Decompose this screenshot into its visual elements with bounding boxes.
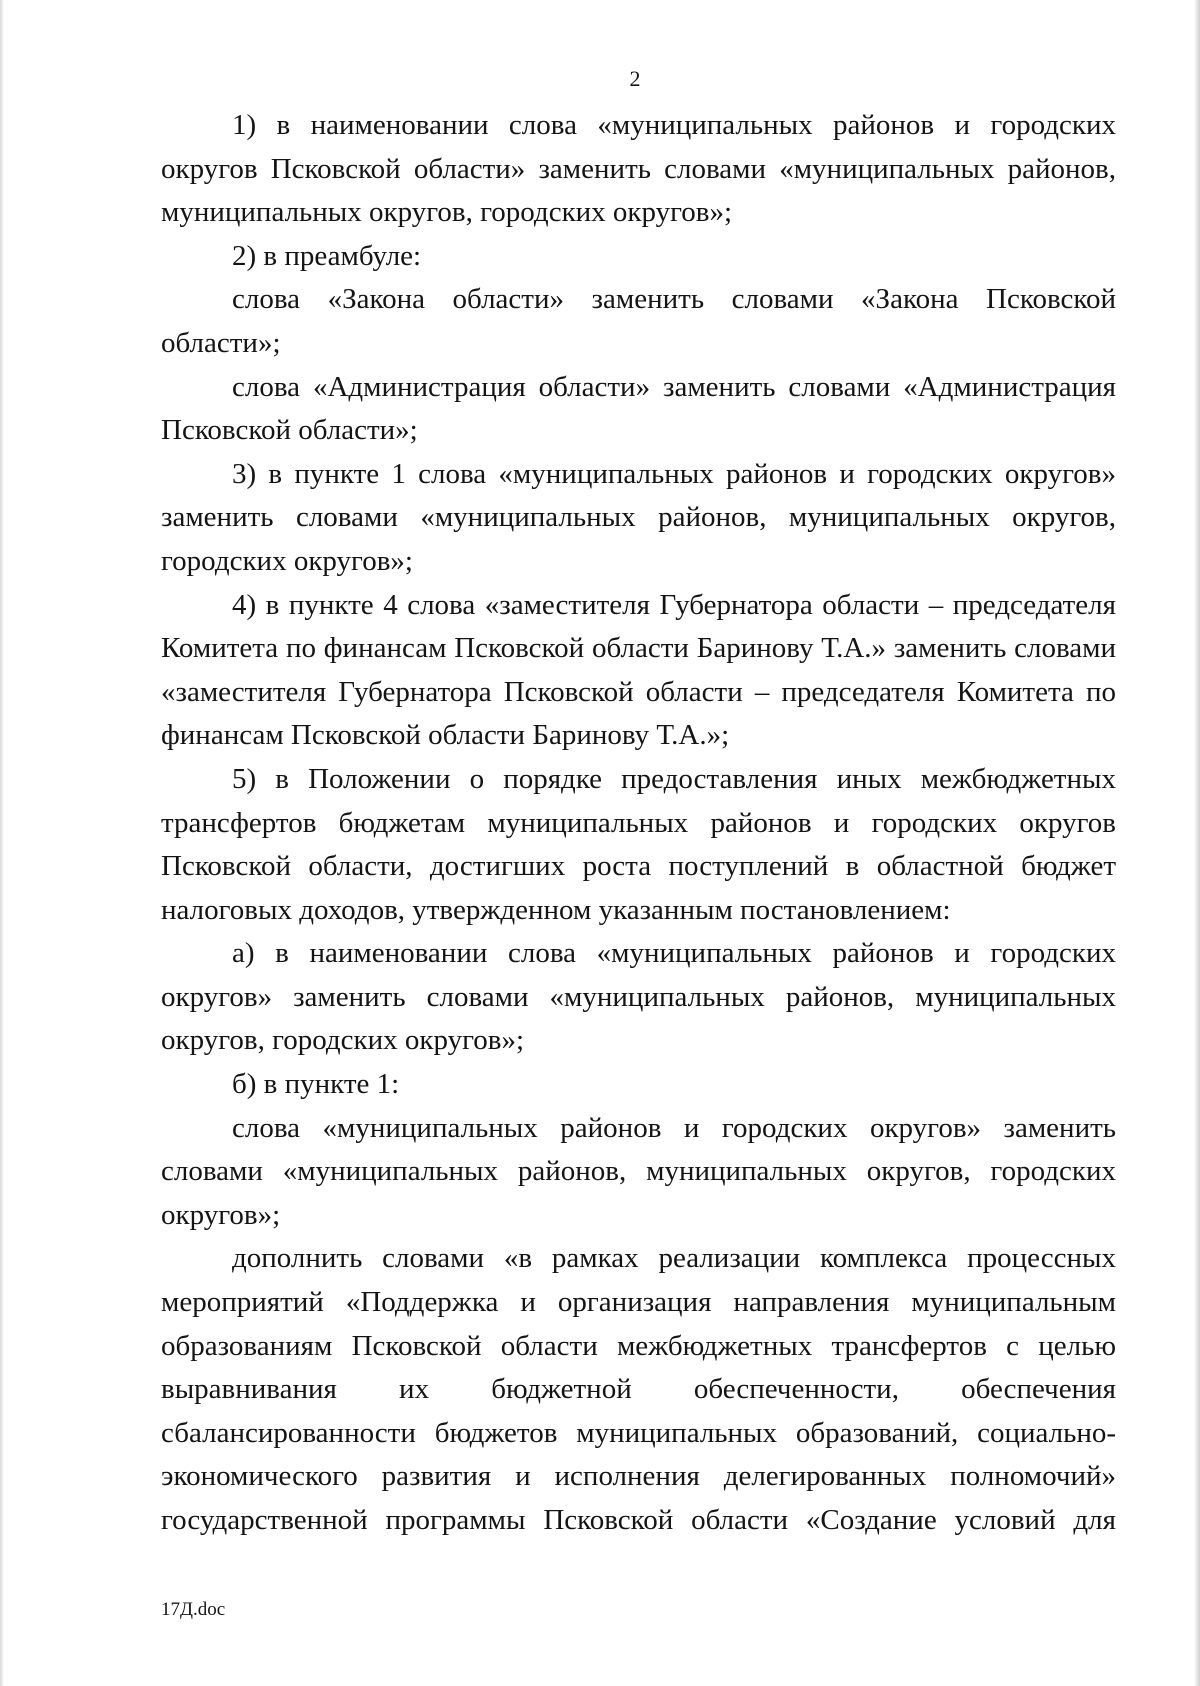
paragraph: слова «Администрация области» заменить словами «Администрация Псковской области»; [161,370,1116,447]
paragraph-continued: дополнить словами «в рамках реализации комплекса процессных мероприятий «Поддержка и организация направления муниципальным образованиям Псковской области межбюджетных трансфертов с целью выравнивания их бюджетной обеспеченности, обеспечения сбалансированности бюджетов муниципальных образований, социально-экономического развития и исполнения делегированных полномочий» государственной программы Псковской области «Создание условий для [161,1242,1116,1536]
scan-edge-left [0,0,4,1686]
paragraph: 1) в наименовании слова «муниципальных районов и городских округов Псковской области» заменить словами «муниципальных районов, муниципальных округов, городских округов»; [161,109,1116,229]
paragraph: слова «муниципальных районов и городских округов» заменить словами «муниципальных районов, муниципальных округов, городских округов»; [161,1111,1116,1231]
paragraph: 5) в Положении о порядке предоставления иных межбюджетных трансфертов бюджетам муниципальных районов и городских округов Псковской области, достигших роста поступлений в областной бюджет налоговых доходов, утвержденном указанным постановлением: [161,762,1116,926]
footer-filename: 17Д.doc [161,1599,226,1620]
paragraph: 4) в пункте 4 слова «заместителя Губернатора области – председателя Комитета по финансам Псковской области Баринову Т.А.» заменить словами «заместителя Губернатора Псковской области – председателя Комитета по финансам Псковской области Баринову Т.А.»; [161,588,1116,752]
paragraph: 2) в преамбуле: [232,239,422,272]
page-number: 2 [629,66,641,91]
paragraph: слова «Закона области» заменить словами «Закона Псковской области»; [161,283,1116,359]
paragraph: 3) в пункте 1 слова «муниципальных районов и городских округов» заменить словами «муниципальных районов, муниципальных округов, городских округов»; [161,457,1116,577]
document-body [161,104,1116,1543]
paragraph: б) в пункте 1: [232,1068,400,1101]
paragraph: а) в наименовании слова «муниципальных районов и городских округов» заменить словами «муниципальных районов, муниципальных округов, городских округов»; [161,937,1116,1057]
scan-edge-right [1194,0,1200,1686]
